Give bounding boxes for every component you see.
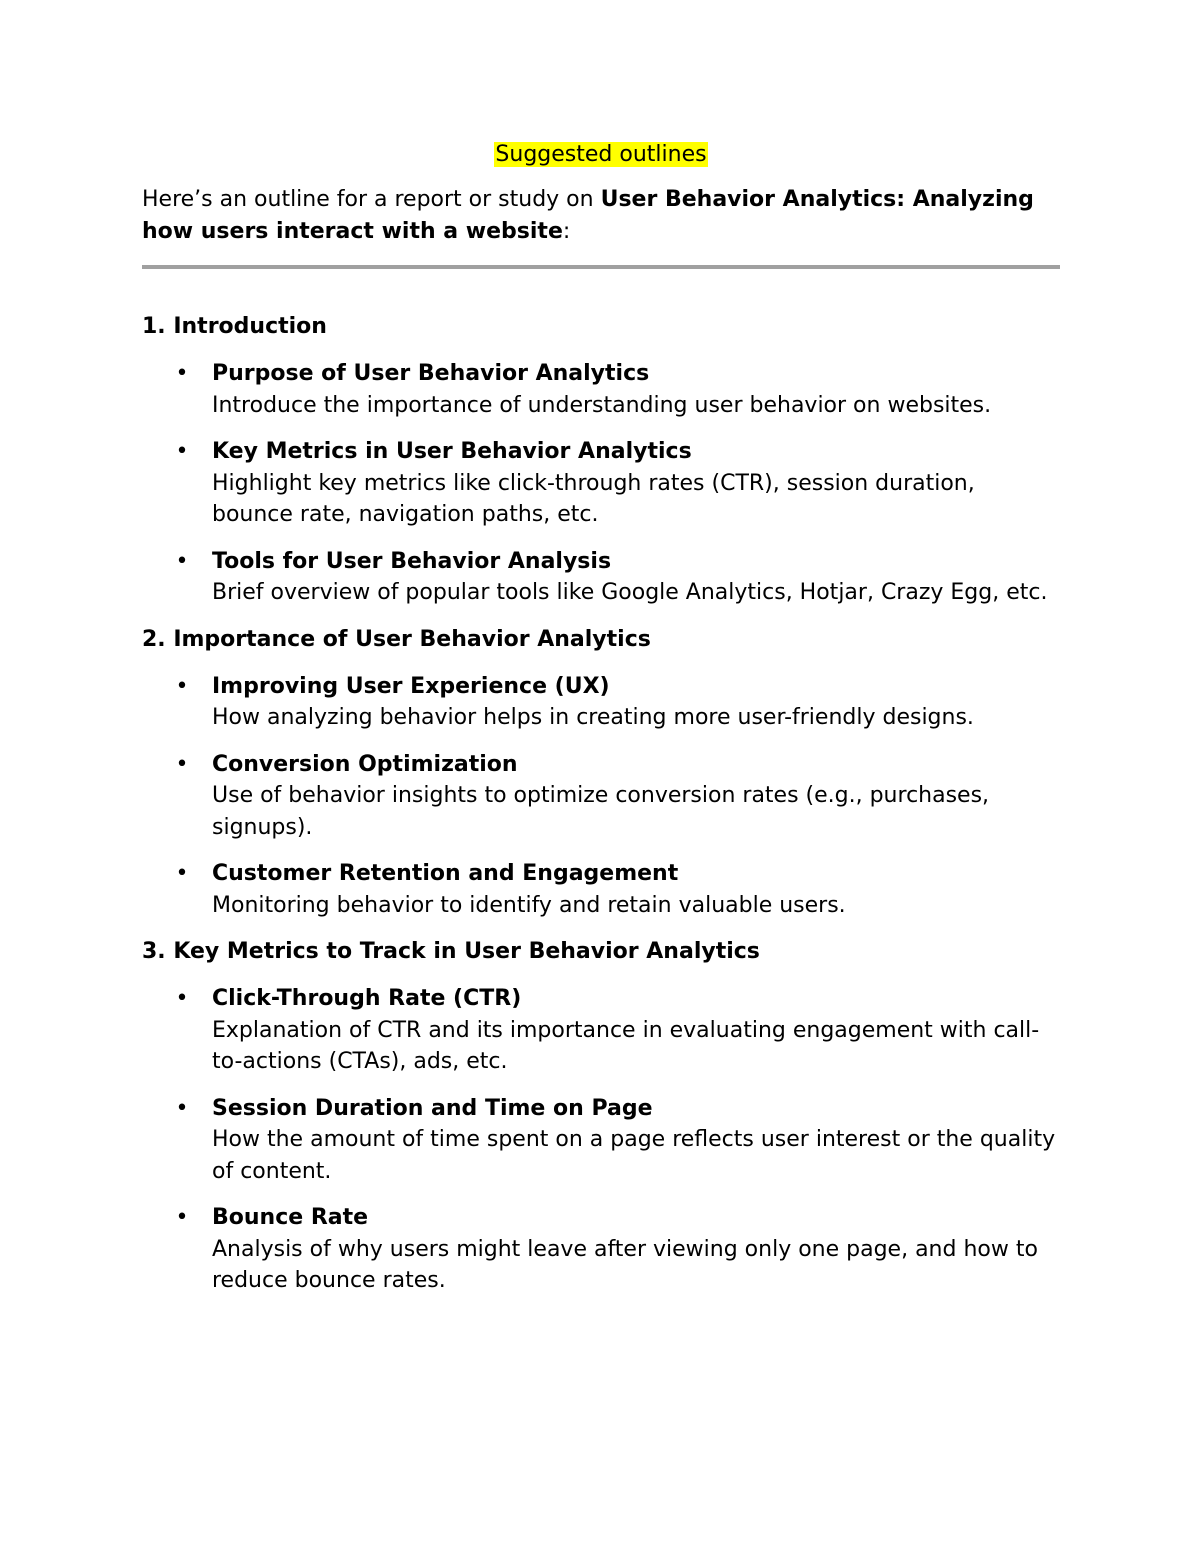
list-item xyxy=(142,1093,1060,1188)
bullet-icon: • xyxy=(175,751,189,777)
intro-paragraph xyxy=(142,184,1060,248)
list-item xyxy=(142,983,1060,1078)
list-item xyxy=(142,1202,1060,1297)
item-description: Analysis of why users might leave after viewing only one page, and how to reduce bounce rates. xyxy=(212,1236,1038,1293)
list-item xyxy=(142,671,1060,734)
item-title: Key Metrics in User Behavior Analytics xyxy=(212,439,692,464)
outline-section xyxy=(142,624,1060,922)
item-description: How analyzing behavior helps in creating more user-friendly designs. xyxy=(212,705,974,730)
list-item xyxy=(142,749,1060,844)
bullet-icon: • xyxy=(175,1095,189,1121)
document-page xyxy=(142,136,1060,1312)
item-title: Purpose of User Behavior Analytics xyxy=(212,361,650,386)
bullet-list xyxy=(142,358,1060,609)
list-item xyxy=(142,546,1060,609)
section-heading: 1. Introduction xyxy=(142,314,327,339)
bullet-icon: • xyxy=(175,861,189,886)
item-title: Session Duration and Time on Page xyxy=(212,1095,653,1121)
item-title: Conversion Optimization xyxy=(212,751,518,777)
item-title: Customer Retention and Engagement xyxy=(212,861,679,886)
outline-section xyxy=(142,311,1060,609)
item-title: Click-Through Rate (CTR) xyxy=(212,986,522,1011)
bullet-icon: • xyxy=(175,548,189,574)
bullet-icon: • xyxy=(175,361,189,386)
item-description: How the amount of time spent on a page reflects user interest or the quality of content. xyxy=(212,1127,1056,1184)
list-item xyxy=(142,858,1060,921)
bullet-list xyxy=(142,671,1060,922)
item-description: Highlight key metrics like click-through rates (CTR), session duration, bounce rate, navigation paths, etc. xyxy=(212,470,975,527)
outline-section xyxy=(142,936,1060,1297)
section-heading: 3. Key Metrics to Track in User Behavior Analytics xyxy=(142,939,760,964)
bullet-icon: • xyxy=(175,986,189,1011)
bullet-list xyxy=(142,983,1060,1297)
horizontal-divider xyxy=(142,265,1060,269)
item-title: Improving User Experience (UX) xyxy=(212,673,610,699)
intro-prefix: Here’s an outline for a report or study on xyxy=(142,187,601,212)
item-description: Explanation of CTR and its importance in evaluating engagement with call-to-actions (CTAs), ads, etc. xyxy=(212,1017,1040,1074)
intro-suffix: : xyxy=(562,219,571,244)
list-item xyxy=(142,436,1060,531)
bullet-icon: • xyxy=(175,439,189,464)
bullet-icon: • xyxy=(175,1205,189,1230)
document-title: Suggested outlines xyxy=(495,142,707,167)
item-title: Tools for User Behavior Analysis xyxy=(212,548,612,574)
item-description: Introduce the importance of understanding user behavior on websites. xyxy=(212,392,992,418)
title-row xyxy=(142,136,1060,174)
item-description: Use of behavior insights to optimize conversion rates (e.g., purchases, signups). xyxy=(212,783,990,840)
list-item xyxy=(142,358,1060,421)
bullet-icon: • xyxy=(175,673,189,699)
item-description: Brief overview of popular tools like Google Analytics, Hotjar, Crazy Egg, etc. xyxy=(212,580,1048,605)
outline-sections xyxy=(142,311,1060,1297)
intro-topic: User Behavior Analytics: Analyzing how users interact with a website xyxy=(142,187,1034,244)
section-heading: 2. Importance of User Behavior Analytics xyxy=(142,626,651,652)
item-title: Bounce Rate xyxy=(212,1205,369,1230)
item-description: Monitoring behavior to identify and retain valuable users. xyxy=(212,892,846,918)
